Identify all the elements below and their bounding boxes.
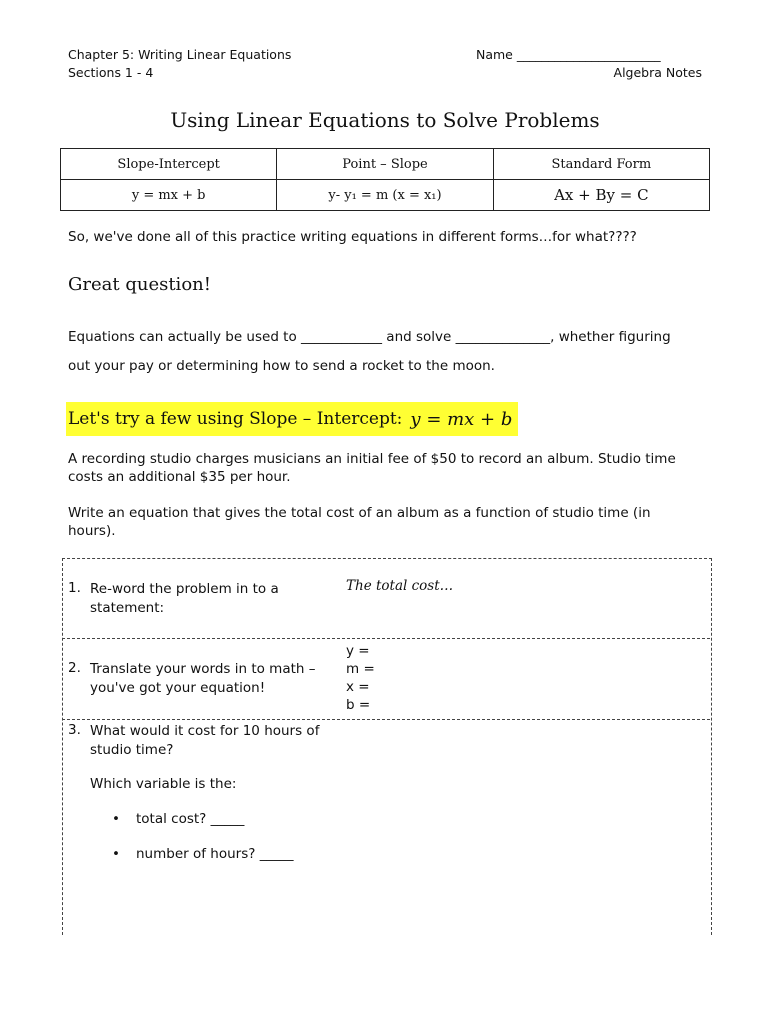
equations-line-2: out your pay or determining how to send a rocket to the moon. [68,358,495,374]
bullet-dot: • [112,846,120,862]
var-y: y = [346,643,370,659]
step-2-variables [346,642,375,714]
task-line-1: Write an equation that gives the total cost of an album as a function of studio time (in [68,505,651,521]
highlight-label: Let's try a few using Slope – Intercept: [68,409,403,429]
step-1-answer: The total cost… [346,578,454,594]
step-divider-2 [62,719,710,720]
step-3-number: 3. [68,722,81,738]
step-2-number: 2. [68,660,81,676]
formula-slope-intercept: y = mx + b [61,180,277,211]
problem-line-1: A recording studio charges musicians an initial fee of $50 to record an album. Studio time [68,451,676,467]
bullet-dot: • [112,811,120,827]
slope-intercept-highlight [66,402,518,436]
step-divider-1 [62,638,710,639]
var-x: x = [346,679,370,695]
step-3-which-variable: Which variable is the: [90,776,237,792]
page-title: Using Linear Equations to Solve Problems [170,108,600,132]
equation-forms-table [60,148,710,211]
chapter-title: Chapter 5: Writing Linear Equations [68,47,292,62]
step-1-number: 1. [68,580,81,596]
formula-standard-form: Ax + By = C [493,180,709,211]
task-line-2: hours). [68,523,116,539]
great-question-heading: Great question! [68,274,211,295]
formula-point-slope: y- y₁ = m (x = x₁) [277,180,493,211]
sections-label: Sections 1 - 4 [68,65,154,80]
step-2-prompt: Translate your words in to math – you've got your equation! [90,661,316,696]
step-3-prompt: What would it cost for 10 hours of studio time? [90,723,320,758]
bullet-total-cost: total cost? _____ [136,811,245,827]
highlight-equation: y = mx + b [410,408,513,430]
table-header-standard-form: Standard Form [493,149,709,180]
name-field: Name _______________________ [476,47,661,62]
table-header-slope-intercept: Slope-Intercept [61,149,277,180]
intro-text: So, we've done all of this practice writing equations in different forms…for what???? [68,229,637,245]
bullet-number-of-hours: number of hours? _____ [136,846,294,862]
table-header-point-slope: Point – Slope [277,149,493,180]
notes-label: Algebra Notes [613,65,702,80]
var-m: m = [346,661,375,677]
var-b: b = [346,697,371,713]
step-1-prompt: Re-word the problem in to a statement: [90,581,279,616]
equations-line-1: Equations can actually be used to ____________ and solve ______________, whether figuring [68,329,671,345]
problem-line-2: costs an additional $35 per hour. [68,469,291,485]
